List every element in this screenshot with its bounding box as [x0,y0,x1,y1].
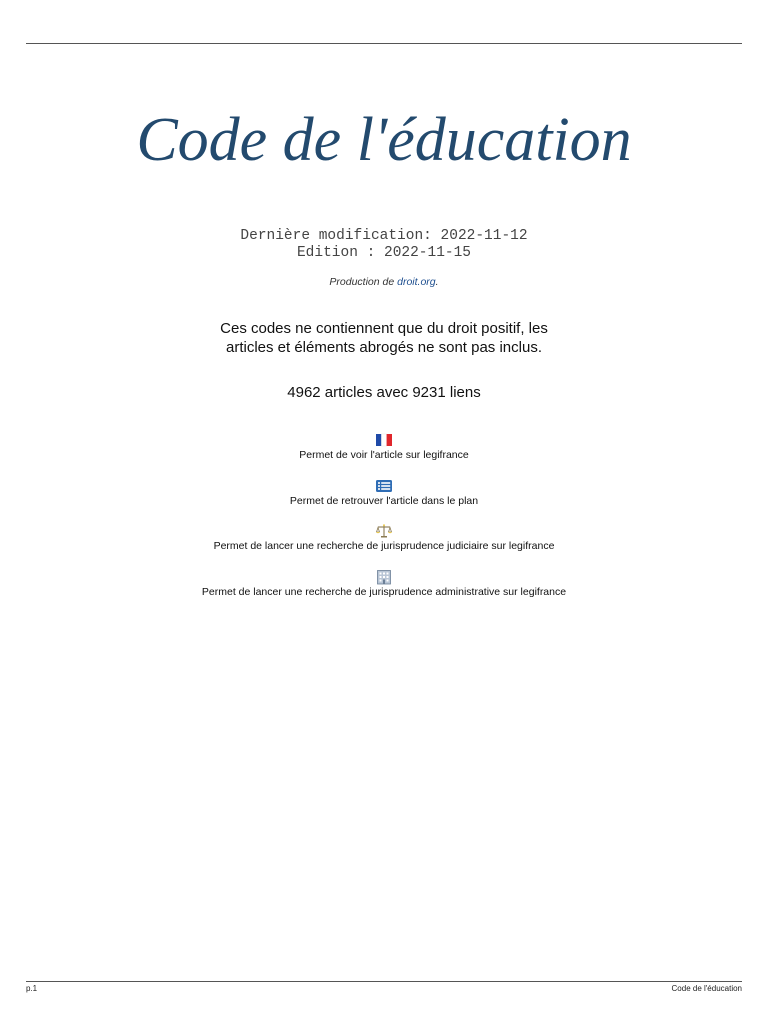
droit-org-link[interactable]: droit.org [397,276,436,288]
page-number: p.1 [26,984,38,993]
production-suffix: . [435,276,439,288]
icon-legend [0,432,768,614]
building-icon [375,569,393,585]
list-icon [375,478,393,494]
notice-line-1: Ces codes ne contiennent que du droit positif, les [220,320,548,337]
document-title: Code de l'éducation [136,106,632,174]
article-count: 4962 articles avec 9231 liens [287,384,481,401]
french-flag-icon [375,432,393,448]
edition-date: Edition : 2022-11-15 [296,245,472,261]
production-prefix: Production de [329,276,398,288]
positive-law-notice [0,319,768,357]
legend-item-legifrance [0,432,768,478]
legend-text: Permet de voir l'article sur legifrance [299,449,469,461]
header-rule [26,43,742,44]
last-modified-date: Dernière modification: 2022-11-12 [240,228,528,244]
metadata-block [0,228,768,262]
notice-line-2: articles et éléments abrogés ne sont pas inclus. [225,339,542,356]
legend-item-plan [0,478,768,524]
production-credit [0,275,768,289]
running-title: Code de l'éducation [671,984,742,993]
scales-icon [375,523,393,539]
legend-text: Permet de retrouver l'article dans le plan [289,494,479,507]
legend-item-judicial [0,523,768,569]
footer-rule [26,981,742,982]
legend-item-administrative [0,569,768,615]
legend-text: Permet de lancer une recherche de jurisprudence judiciaire sur legifrance [213,540,555,552]
legend-text: Permet de lancer une recherche de jurisprudence administrative sur legifrance [201,585,567,598]
